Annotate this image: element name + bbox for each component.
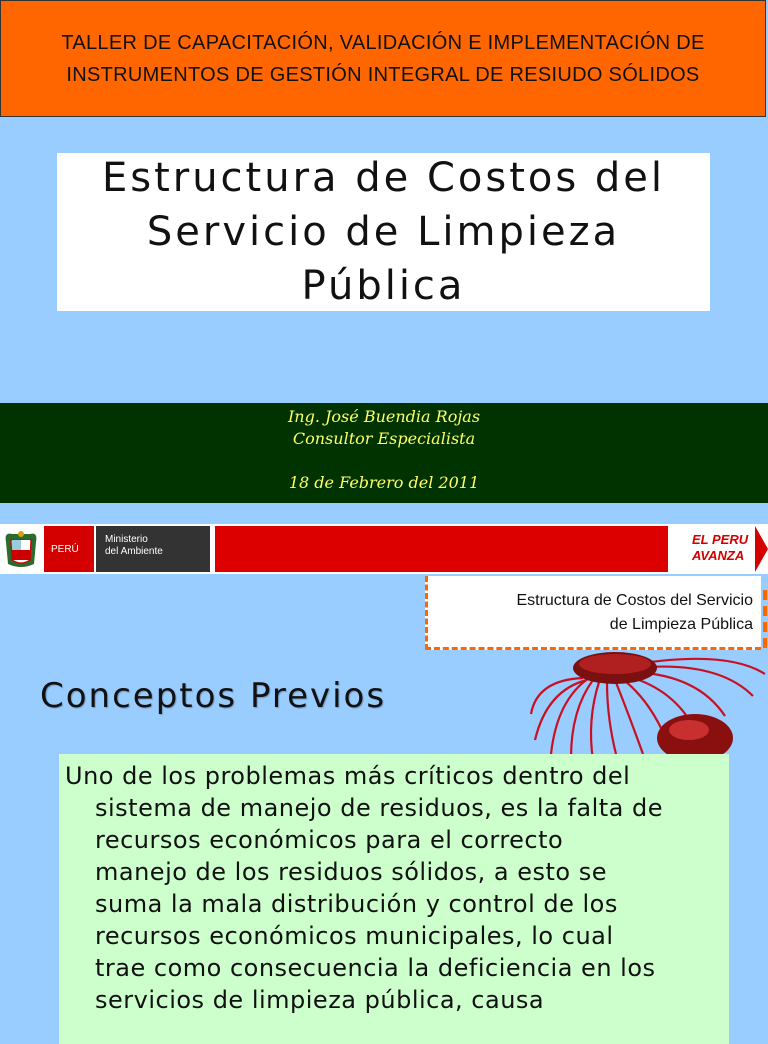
body-line: manejo de los residuos sólidos, a esto se	[95, 858, 607, 886]
slogan-logo	[686, 526, 756, 572]
body-line: servicios de limpieza pública, causa	[95, 986, 545, 1014]
author-band	[0, 403, 768, 503]
author-role: Consultor Especialista	[292, 429, 476, 448]
ministry-header	[0, 524, 768, 574]
ministry-label-block	[96, 526, 210, 572]
slogan-line-2: AVANZA	[692, 548, 745, 563]
workshop-banner	[0, 0, 766, 117]
body-line: recursos económicos municipales, lo cual	[95, 922, 614, 950]
section-title: Conceptos Previos	[40, 676, 387, 716]
body-line: trae como consecuencia la deficiencia en los	[95, 954, 656, 982]
arrow-right-icon	[755, 526, 768, 572]
author-name: Ing. José Buendia Rojas	[287, 407, 481, 426]
body-line: suma la mala distribución y control de los	[95, 890, 618, 918]
header-red-strip	[215, 526, 668, 572]
title-line-3: Pública	[301, 263, 466, 309]
slogan-line-1: EL PERU	[692, 532, 749, 547]
banner-line-2: INSTRUMENTOS DE GESTIÓN INTEGRAL DE RESIUDO SÓLIDOS	[66, 63, 700, 86]
slide-subtitle	[425, 576, 761, 650]
ministry-line-1: Ministerio	[105, 534, 148, 545]
slide-conceptos-previos	[0, 518, 768, 1024]
coat-of-arms-icon	[4, 530, 38, 570]
presentation-title	[57, 153, 710, 311]
banner-line-1: TALLER DE CAPACITACIÓN, VALIDACIÓN E IMPLEMENTACIÓN DE	[61, 31, 705, 54]
peru-label-block	[44, 526, 94, 572]
body-line: recursos económicos para el correcto	[95, 826, 564, 854]
body-line: Uno de los problemas más críticos dentro del	[65, 762, 631, 790]
peru-logo	[0, 524, 94, 574]
ornament-icon	[527, 650, 767, 762]
dashed-border-right	[763, 590, 767, 650]
subtitle-line-1: Estructura de Costos del Servicio	[516, 592, 753, 609]
title-line-2: Servicio de Limpieza	[146, 209, 621, 255]
ministry-line-2: del Ambiente	[105, 546, 163, 557]
subtitle-line-2: de Limpieza Pública	[609, 616, 753, 633]
presentation-date: 18 de Febrero del 2011	[288, 473, 480, 492]
body-line: sistema de manejo de residuos, es la falta de	[95, 794, 664, 822]
title-line-1: Estructura de Costos del	[101, 155, 666, 201]
peru-label: PERÚ	[51, 544, 79, 555]
body-text-box	[59, 754, 729, 1044]
